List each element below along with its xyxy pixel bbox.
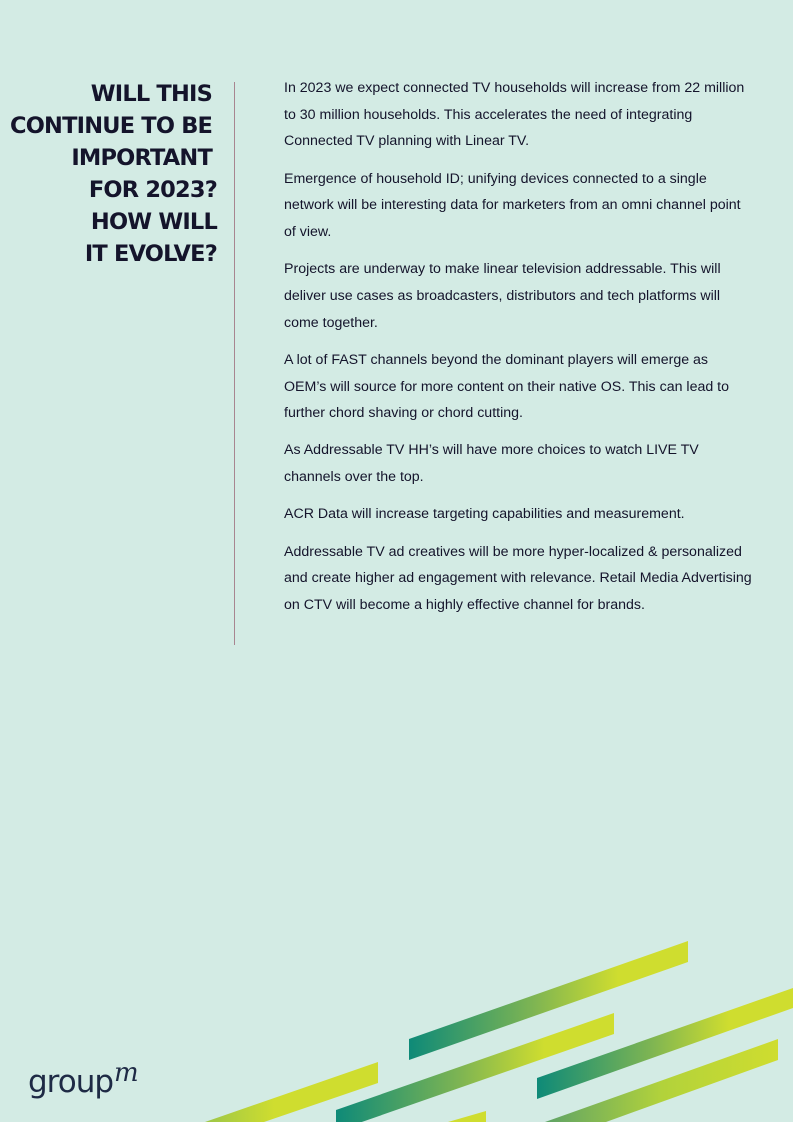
stripe xyxy=(448,1111,486,1122)
heading-line: IT EVOLVE? xyxy=(84,241,217,267)
paragraph: In 2023 we expect connected TV households will increase from 22 million to 30 million households. This accelerates the need of integrating Connected TV planning with Linear TV. xyxy=(284,80,745,150)
heading-line: IMPORTANT xyxy=(71,145,212,171)
paragraph: Addressable TV ad creatives will be more hyper-localized & personalized and create higher ad engagement with relevance. Retail Media Advertising on CTV will become a highly effective channel for brands. xyxy=(284,543,752,613)
heading-line: WILL THIS xyxy=(90,81,212,107)
paragraph: Projects are underway to make linear television addressable. This will deliver use cases as broadcasters, distributors and tech platforms will come together. xyxy=(284,261,721,331)
logo-word: group xyxy=(28,1064,114,1100)
heading-line: HOW WILL xyxy=(90,209,217,235)
paragraph: As Addressable TV HH’s will have more choices to watch LIVE TV channels over the top. xyxy=(284,442,699,486)
paragraph: ACR Data will increase targeting capabilities and measurement. xyxy=(284,506,685,523)
heading-line: CONTINUE TO BE xyxy=(10,113,213,139)
logo-superscript: m xyxy=(114,1058,139,1088)
heading-line: FOR 2023? xyxy=(88,177,217,203)
paragraph: Emergence of household ID; unifying devices connected to a single network will be interesting data for marketers from an omni channel point of view. xyxy=(284,170,741,241)
paragraph: A lot of FAST channels beyond the dominant players will emerge as OEM’s will source for more content on their native OS. This can lead to further chord shaving or chord cutting. xyxy=(284,351,730,422)
